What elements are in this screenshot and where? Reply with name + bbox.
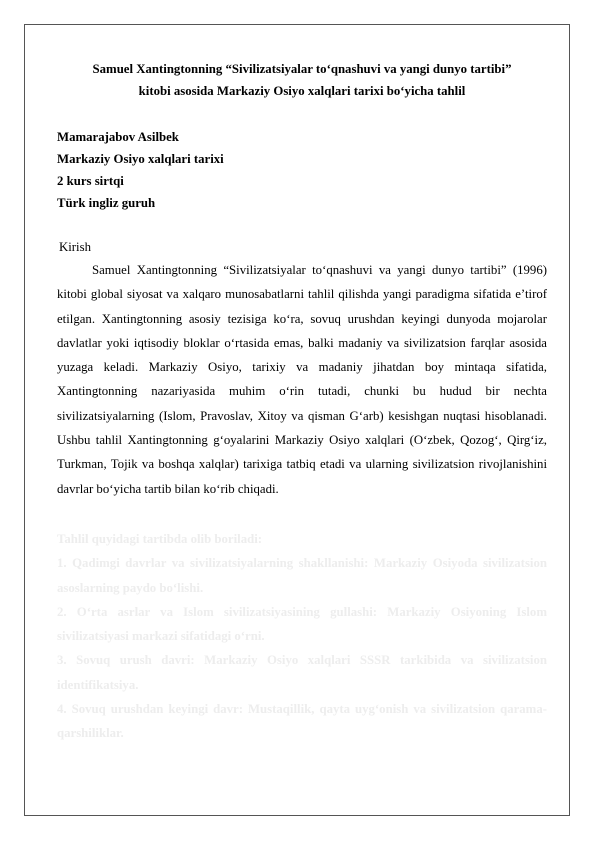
author-info	[57, 126, 547, 214]
document-body	[57, 58, 547, 746]
study-year: 2 kurs sirtqi	[57, 174, 124, 188]
outline-item-4: 4. Sovuq urushdan keyingi davr: Mustaqillik, qayta uyg‘onish va sivilizatsion qarama-qarshiliklar.	[57, 702, 547, 741]
document-title-line-1: Samuel Xantingtonning “Sivilizatsiyalar to‘qnashuvi va yangi dunyo tartibi”	[92, 62, 512, 76]
outline-item-2: 2. O‘rta asrlar va Islom sivilizatsiyasining gullashi: Markaziy Osiyoning Islom sivilizatsiyasi markazi sifatidagi o‘rni.	[57, 604, 547, 644]
course-name: Markaziy Osiyo xalqlari tarixi	[57, 152, 224, 166]
intro-paragraph: Samuel Xantingtonning “Sivilizatsiyalar to‘qnashuvi va yangi dunyo tartibi” (1996) kitobi global siyosat va xalqaro munosabatlarni tahlil qilishda yangi paradigma sifatida e’tirof etilgan. Xantingtonning asosiy tezisiga ko‘ra, sovuq urushdan keyingi dunyoda mojarolar davlatlar yoki iqtisodiy bloklar o‘rtasida emas, balki madaniy va sivilizatsion farqlar asosida yuzaga keladi. Markaziy Osiyo, tarixiy va madaniy jihatdan boy mintaqa sifatida, Xantingtonning nazariyasida muhim o‘rin tutadi, chunki bu hudud bir nechta sivilizatsiyalarning (Islom, Pravoslav, Xitoy va qisman G‘arb) kesishgan nuqtasi hisoblanadi. Ushbu tahlil Xantingtonning g‘oyalarini Markaziy Osiyo xalqlari (O‘zbek, Qozog‘, Qirg‘iz, Turkman, Tojik va boshqa xalqlar) tarixiga tatbiq etadi va ularning sivilizatsion rivojlanishini davrlar bo‘yicha tartib bilan ko‘rib chiqadi.	[57, 263, 547, 496]
intro-heading: Kirish	[59, 240, 91, 254]
author-name: Mamarajabov Asilbek	[57, 130, 179, 144]
group-name: Türk ingliz guruh	[57, 196, 156, 210]
analysis-outline	[57, 527, 547, 746]
outline-item-3: 3. Sovuq urush davri: Markaziy Osiyo xalqlari SSSR tarkibida va sivilizatsion identifikatsiya.	[57, 653, 547, 692]
outline-intro: Tahlil quyidagi tartibda olib boriladi:	[57, 531, 263, 546]
document-title-line-2: kitobi asosida Markaziy Osiyo xalqlari tarixi bo‘yicha tahlil	[138, 84, 466, 98]
outline-item-1: 1. Qadimgi davrlar va sivilizatsiyalarning shakllanishi: Markaziy Osiyoda sivilizatsion asoslarning paydo bo‘lishi.	[57, 556, 547, 595]
